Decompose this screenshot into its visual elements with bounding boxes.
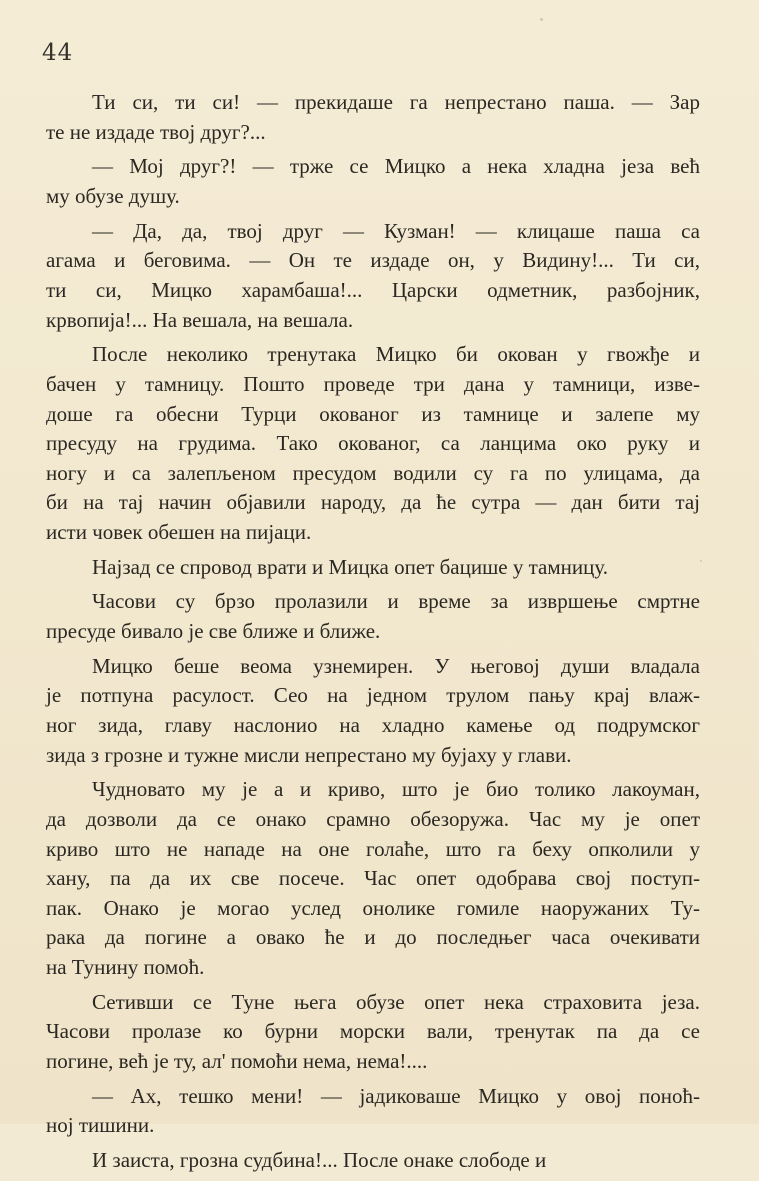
text-line: да дозволи да се онако срамно обезоружа. Час му је опет: [46, 806, 700, 831]
text-line: Часови су брзо пролазили и време за извршење смртне: [92, 589, 700, 614]
text-line: Најзад се спровод врати и Мицка опет бацише у тамницу.: [92, 554, 608, 579]
text-line: — Мој друг?! — трже се Мицко а нека хладна језа већ: [92, 154, 700, 179]
text-line: — Ах, тешко мени! — јадиковаше Мицко у овој поноћ-: [92, 1083, 700, 1108]
text-line: исти човек обешен на пијаци.: [46, 519, 312, 544]
text-line: Мицко беше веома узнемирен. У његовој души владала: [92, 653, 700, 678]
text-line: погине, већ је ту, ал' помоћи нема, нема!....: [46, 1048, 428, 1073]
text-line: пак. Онако је могао услед онолике гомиле наоружаних Ту-: [46, 895, 700, 920]
text-line: Часови пролазе ко бурни морски вали, тренутак па да се: [46, 1019, 700, 1044]
paper-speck: [540, 18, 543, 21]
paragraph: [46, 340, 700, 547]
text-line: ној тишини.: [46, 1113, 155, 1138]
text-line: агама и беговима. — Он те издаде он, у Видину!... Ти си,: [46, 248, 700, 273]
text-line: ти си, Мицко харамбаша!... Царски одметник, разбојник,: [46, 277, 700, 302]
text-line: Чудновато му је а и криво, што је био толико лакоуман,: [92, 777, 700, 802]
paragraph: [46, 553, 700, 583]
text-line: пресуду на грудима. Тако окованог, са ланцима око руку и: [46, 431, 700, 456]
text-line: криво што не нападе на оне голаће, што га беху опколили у: [46, 836, 700, 861]
text-line: пресуде бивало је све ближе и ближе.: [46, 619, 381, 644]
paragraph: [46, 652, 700, 770]
paragraph: [46, 1082, 700, 1141]
paragraph: [46, 1146, 700, 1176]
text-line: Ти си, ти си! — прекидаше га непрестано паша. — Зар: [92, 90, 700, 114]
paragraph: [46, 217, 700, 335]
text-line: те не издаде твој друг?...: [46, 119, 266, 144]
text-line: Сетивши се Туне њега обузе опет нека страховита језа.: [92, 989, 700, 1014]
paragraph: [46, 775, 700, 982]
text-line: ног зида, главу наслонио на хладно камење од подрумског: [46, 713, 700, 737]
text-line: би на тај начин објавили народу, да ће сутра — дан бити тај: [46, 490, 700, 515]
text-line: бачен у тамницу. Пошто проведе три дана у тамници, изве-: [46, 371, 700, 396]
paper-speck: [700, 560, 702, 562]
text-line: После неколико тренутака Мицко би окован у гвожђе и: [92, 342, 700, 367]
paragraph: [46, 988, 700, 1077]
text-line: је потпуна расулост. Сео на једном трулом пању крај влаж-: [46, 683, 700, 708]
text-line: крвопија!... На вешала, на вешала.: [46, 307, 354, 332]
body-text: [46, 88, 700, 1181]
text-line: на Тунину помоћ.: [46, 954, 205, 979]
text-line: доше га обесни Турци окованог из тамнице и залепе му: [46, 401, 700, 426]
paragraph: [46, 152, 700, 211]
page-number: 44: [42, 40, 74, 66]
paper-speck: [402, 1098, 404, 1100]
text-line: хану, па да их све посече. Час опет одобрава свој поступ-: [46, 866, 700, 891]
paragraph: [46, 88, 700, 147]
text-line: И заиста, грозна судбина!... После онаке слободе и: [92, 1148, 547, 1173]
text-line: му обузе душу.: [46, 183, 180, 208]
text-line: ногу и са залепљеном пресудом водили су га по улицама, да: [46, 460, 700, 485]
text-line: рака да погине а овако ће и до последњег часа очекивати: [46, 925, 700, 950]
text-line: зида з грозне и тужне мисли непрестано му бујаху у глави.: [46, 742, 572, 767]
text-line: — Да, да, твој друг — Кузман! — клицаше паша са: [92, 218, 700, 243]
paragraph: [46, 587, 700, 646]
